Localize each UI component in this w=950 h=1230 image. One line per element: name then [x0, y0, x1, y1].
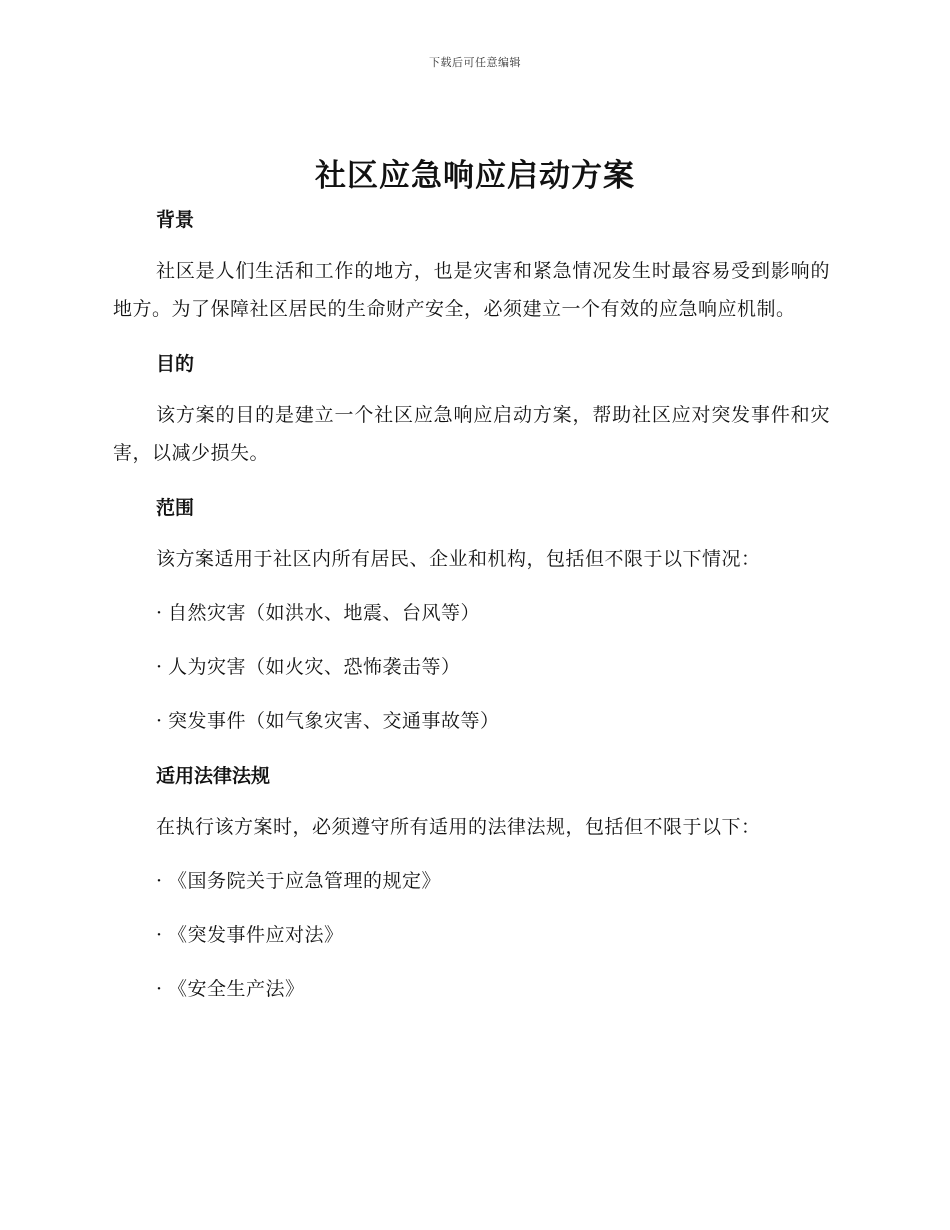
- list-item: [156, 970, 830, 1008]
- purpose-paragraph: 该方案的目的是建立一个社区应急响应启动方案，帮助社区应对突发事件和灾害，以减少损失。: [113, 404, 830, 464]
- bullet-icon: ·: [156, 602, 163, 624]
- list-item-text: 《突发事件应对法》: [168, 924, 344, 946]
- document-body: [113, 204, 830, 1008]
- bullet-icon: ·: [156, 978, 163, 1000]
- section-heading-laws: 适用法律法规: [156, 765, 271, 787]
- background-paragraph: 社区是人们生活和工作的地方，也是灾害和紧急情况发生时最容易受到影响的地方。为了保障社区居民的生命财产安全，必须建立一个有效的应急响应机制。: [113, 260, 830, 320]
- bullet-icon: ·: [156, 656, 163, 678]
- list-item: [156, 862, 830, 900]
- list-item: [156, 594, 830, 632]
- list-item-text: 自然灾害（如洪水、地震、台风等）: [168, 602, 481, 624]
- section-heading-scope: 范围: [156, 497, 195, 519]
- document-title: 社区应急响应启动方案: [315, 158, 635, 194]
- bullet-icon: ·: [156, 710, 163, 732]
- header-note: 下载后可任意编辑: [429, 56, 521, 69]
- bullet-icon: ·: [156, 924, 163, 946]
- bullet-icon: ·: [156, 870, 163, 892]
- section-heading-purpose: 目的: [156, 353, 195, 375]
- laws-intro: 在执行该方案时，必须遵守所有适用的法律法规，包括但不限于以下：: [156, 816, 761, 838]
- list-item: [156, 702, 830, 740]
- list-item-text: 突发事件（如气象灾害、交通事故等）: [168, 710, 500, 732]
- list-item: [156, 916, 830, 954]
- list-item-text: 《国务院关于应急管理的规定》: [168, 870, 442, 892]
- section-heading-background: 背景: [156, 209, 195, 231]
- list-item-text: 人为灾害（如火灾、恐怖袭击等）: [168, 656, 461, 678]
- list-item-text: 《安全生产法》: [168, 978, 305, 1000]
- scope-intro: 该方案适用于社区内所有居民、企业和机构，包括但不限于以下情况：: [156, 548, 761, 570]
- list-item: [156, 648, 830, 686]
